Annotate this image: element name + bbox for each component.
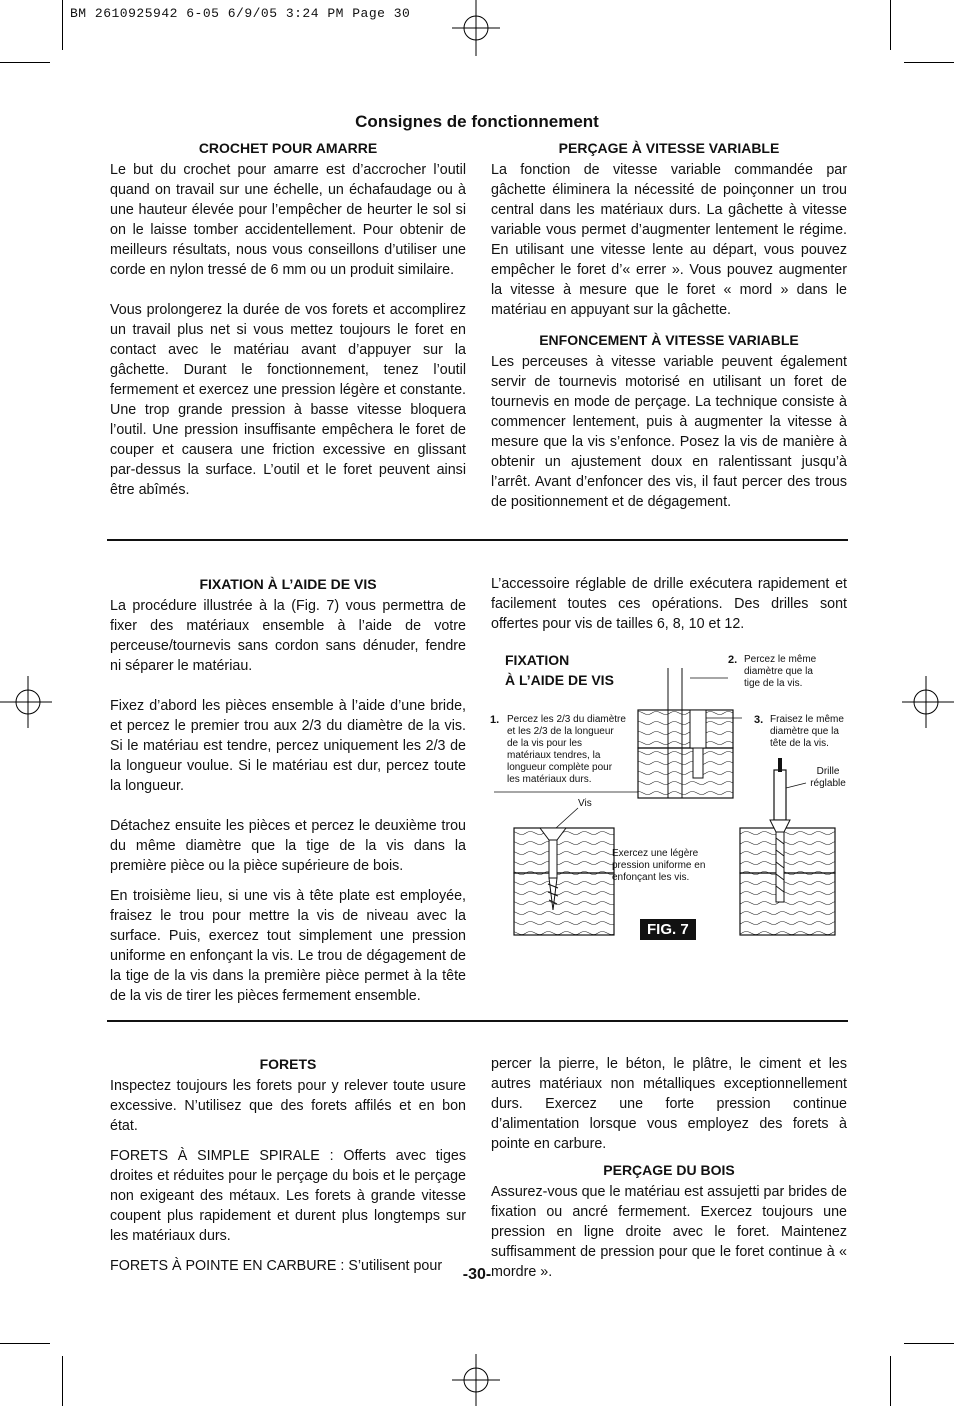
paragraph: La procédure illustrée à la (Fig. 7) vous permettra de fixer des matériaux ensemble à l’aide de votre perceuse/tournevis sans cordon sans dénuder, fendre ni séparer le matériau. xyxy=(110,598,466,674)
step-2-number: 2. xyxy=(728,654,738,666)
section-title: FORETS xyxy=(259,1056,317,1072)
section3-left-column xyxy=(110,1054,466,1288)
paragraph: Le but du crochet pour amarre est d’accrocher l’outil quand on travail sur une échelle, un échafaudage ou à une hauteur élevée pour l’empêcher de heurter le sol si on le laisse tomber accidentellement. Pour obtenir de meilleurs résultats, nous vous conseillons d’utiliser une corde en nylon tressé de 6 mm ou un produit similaire. xyxy=(110,162,466,278)
section-title: PERÇAGE À VITESSE VARIABLE xyxy=(558,140,780,156)
paragraph: En troisième lieu, si une vis à tête plate est employée, fraisez le trou pour mettre la vis de niveau avec la surface. Puis, exercez tout simplement une pression uniforme en enfonçant la vis. Le trou de dégagement de la tige de la vis dans la première pièce permet à la tête de la vis de tirer les pièces fermement ensemble. xyxy=(110,888,466,1004)
figure-7 xyxy=(490,648,850,948)
crop-mark xyxy=(904,62,954,63)
crop-mark xyxy=(0,1343,50,1344)
figure-title-line1: FIXATION xyxy=(505,652,570,668)
crop-mark xyxy=(0,62,50,63)
print-slug: BM 2610925942 6-05 6/9/05 3:24 PM Page 30 xyxy=(70,6,411,21)
page-number: -30- xyxy=(462,1266,492,1283)
section-title: FIXATION À L’AIDE DE VIS xyxy=(199,576,377,592)
paragraph: FORETS À SIMPLE SPIRALE : Offerts avec tiges droites et réduites pour le perçage du bois et le perçage non exigeant des métaux. Les forets à grande vitesse coupent plus rapidement et durent plus longtemps sur les matériaux durs. xyxy=(110,1148,466,1244)
crop-mark xyxy=(904,1343,954,1344)
section-divider xyxy=(107,1020,848,1022)
step-3-number: 3. xyxy=(754,714,764,726)
paragraph: percer la pierre, le béton, le plâtre, le ciment et les autres matériaux non métalliques exceptionnellement durs. Exercez une forte pression continue d’alimentation lorsque vous employez des forets à pointe en carbure. xyxy=(491,1056,847,1152)
registration-mark-bottom xyxy=(446,1352,506,1406)
step-1-number: 1. xyxy=(490,714,500,726)
paragraph: L’accessoire réglable de drille exécutera rapidement et facilement toutes ces opérations. Des drilles sont offertes pour vis de tailles 6, 8, 10 et 12. xyxy=(491,576,847,632)
drill-label: Drille réglable xyxy=(810,766,846,789)
section2-left-column xyxy=(110,574,466,1018)
crop-mark xyxy=(890,0,891,50)
figure-title-line2: À L’AIDE DE VIS xyxy=(505,672,614,688)
page-heading: Consignes de fonctionnement xyxy=(355,112,599,131)
crop-mark xyxy=(62,1356,63,1406)
screw-label: Vis xyxy=(578,798,592,809)
section1-right-column xyxy=(491,138,847,524)
figure-7-illustration xyxy=(490,648,850,948)
paragraph: Détachez ensuite les pièces et percez le deuxième trou du même diamètre que la tige de la vis dans la première pièce ou la pièce supérieure de bois. xyxy=(110,818,466,874)
registration-mark-left xyxy=(0,672,56,732)
section2-right-column xyxy=(491,574,847,646)
step-2-label: Percez le même diamètre que la tige de la vis. xyxy=(744,654,817,689)
crop-mark xyxy=(62,0,63,50)
section3-right-column xyxy=(491,1054,847,1294)
paragraph: Assurez-vous que le matériau est assujetti par brides de fixation ou ancré fermement. Exercez toujours une pression en ligne droite avec le foret. Maintenez suffisamment de pression pour que le foret continue à « mordre ». xyxy=(491,1184,848,1280)
paragraph: Inspectez toujours les forets pour y relever toute usure excessive. N’utilisez que des forets affilés et en bon état. xyxy=(110,1078,466,1134)
paragraph: FORETS À POINTE EN CARBURE : S’utilisent pour xyxy=(110,1258,443,1274)
registration-mark-right xyxy=(898,672,954,732)
registration-mark-top xyxy=(446,0,506,60)
step-3-label: Fraisez le même diamètre que la tête de la vis. xyxy=(770,714,844,749)
section-title: PERÇAGE DU BOIS xyxy=(603,1162,735,1178)
pressure-label: Exercez une légère pression uniforme en enfonçant les vis. xyxy=(612,848,706,883)
paragraph: La fonction de vitesse variable commandée par gâchette éliminera la nécessité de poinçonner un trou central dans les matériaux durs. La gâchette à vitesse variable vous permet d’augmenter lentement le régime. En utilisant une vitesse lente au départ, vous pouvez empêcher le foret d’« errer ». Vous pouvez augmenter la vitesse à mesure que le foret « mord » dans le matériau en appuyant sur la gâchette. xyxy=(491,162,847,318)
section1-left-column xyxy=(110,138,466,512)
crop-mark xyxy=(890,1356,891,1406)
section-divider xyxy=(107,539,848,541)
figure-badge: FIG. 7 xyxy=(640,919,696,940)
section-title: ENFONCEMENT À VITESSE VARIABLE xyxy=(539,332,799,348)
section-title: CROCHET POUR AMARRE xyxy=(198,140,378,156)
step-1-label: Percez les 2/3 du diamètre et les 2/3 de la longueur de la vis pour les matériaux tendres, la longueur complète pour les matériaux durs. xyxy=(507,714,626,785)
paragraph: Vous prolongerez la durée de vos forets et accomplirez un travail plus net si vous mettez toujours le foret en contact avec le matériau avant d’appuyer sur la gâchette. Durant le fonctionnement, tenez l’outil fermement et exercez une pression légère et constante. Une trop grande pression à basse vitesse bloquera l’outil. Une pression insuffisante empêchera le foret de couper et causera une friction excessive en glissant par-dessus la surface. L’outil et le foret peuvent ainsi être abîmés. xyxy=(110,302,466,498)
paragraph: Fixez d’abord les pièces ensemble à l’aide d’une bride, et percez le premier trou aux 2/3 du diamètre de la vis. Si le matériau est tendre, percez uniquement les 2/3 de la longueur voulue. Si le matériau est dur, percez toute la longueur. xyxy=(110,698,466,794)
paragraph: Les perceuses à vitesse variable peuvent également servir de tournevis motorisé en utilisant un foret de tournevis en mode de perçage. La technique consiste à commencer lentement, puis à augmenter la vitesse à mesure que la vis s’enfonce. Posez la vis de manière à obtenir un ajustement doux en ralentissant jusqu’à l’arrêt. Avant d’enfoncer des vis, il faut percer des trous de positionnement et de dégagement. xyxy=(491,354,847,510)
